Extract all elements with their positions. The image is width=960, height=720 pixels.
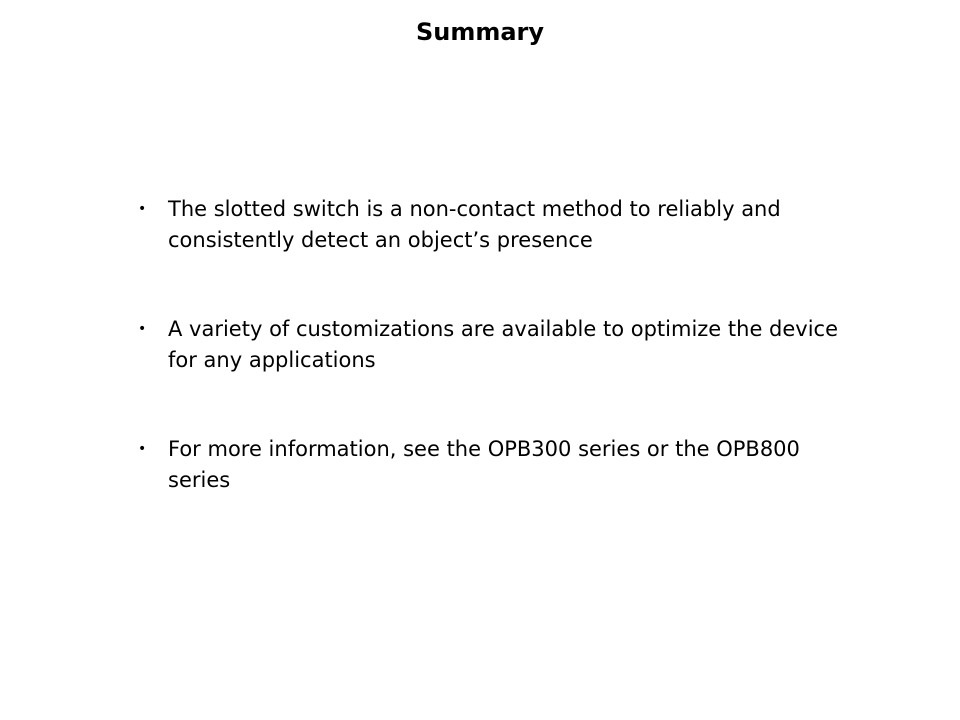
bullet-item bbox=[138, 194, 858, 256]
bullet-text: The slotted switch is a non-contact method to reliably and consistently detect an object’s presence bbox=[168, 197, 781, 252]
bullet-item bbox=[138, 434, 858, 496]
bullet-icon: • bbox=[138, 441, 147, 457]
bullet-list bbox=[138, 194, 858, 496]
bullet-item bbox=[138, 314, 858, 376]
slide-title: Summary bbox=[415, 18, 545, 46]
bullet-icon: • bbox=[138, 321, 147, 337]
bullet-text: For more information, see the OPB300 series or the OPB800 series bbox=[168, 437, 800, 492]
bullet-text: A variety of customizations are available to optimize the device for any applications bbox=[168, 317, 839, 372]
bullet-icon: • bbox=[138, 201, 147, 217]
